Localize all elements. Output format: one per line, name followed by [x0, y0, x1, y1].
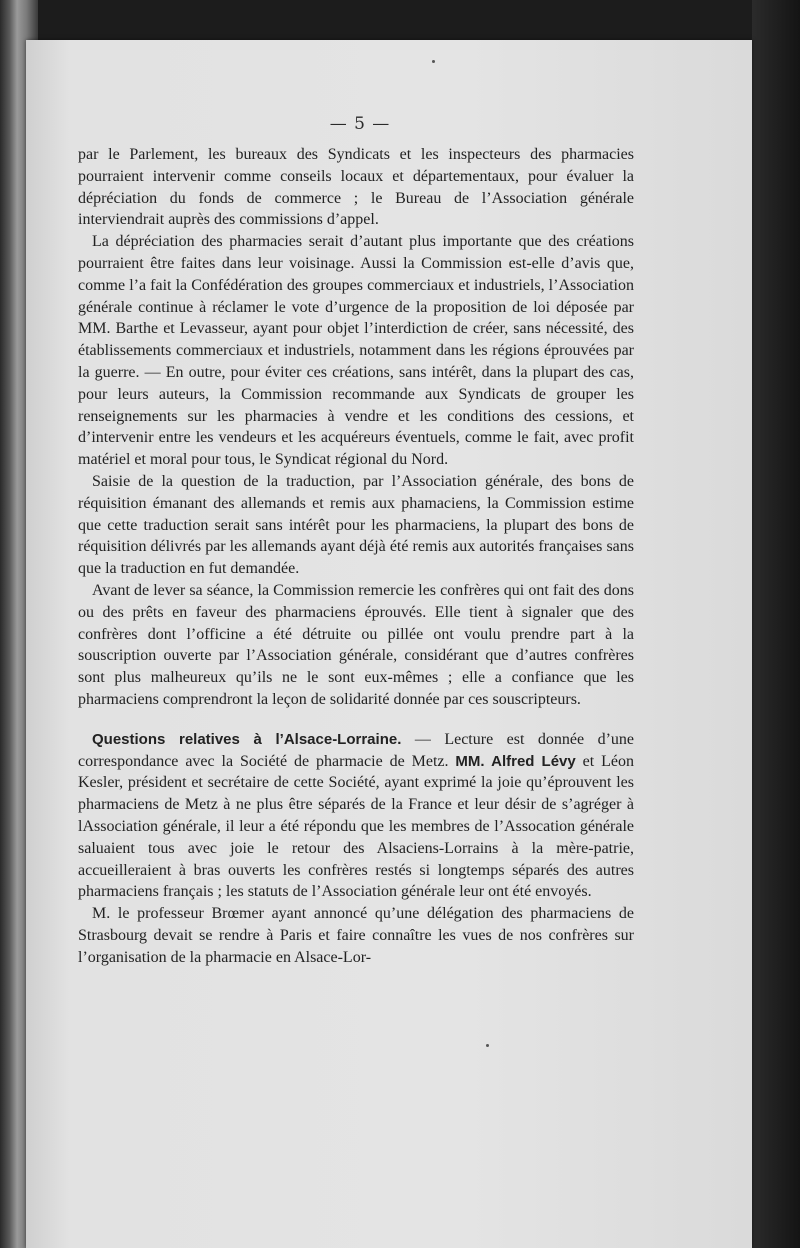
page-number: — 5 — [329, 114, 391, 134]
scan-speck [486, 1044, 489, 1047]
paragraph-5-text-a: — Lecture est donnée d’une correspondance avec la Société de pharmacie de Metz. [78, 730, 634, 770]
scan-speck [432, 60, 435, 63]
paragraph-2: La dépréciation des pharmacies serait d’autant plus importante que des créations pourraient être faites dans leur voisinage. Aussi la Commission est-elle d’avis que, comme l’a fait la Confédération des groupes commerciaux et industriels, l’Association générale continue à réclamer le vote d’urgence de la proposition de loi déposée par MM. Barthe et Levasseur, ayant pour objet l’interdiction de créer, sans nécessité, des établissements commerciaux et industriels, notamment dans les régions éprouvées par la guerre. — En outre, pour éviter ces créations, sans intérêt, dans la plupart des cas, pour leurs auteurs, la Commission recommande aux Syndicats de grouper les renseignements sur les pharmacies à vendre et les conditions des cessions, et d’intervenir entre les vendeurs et les acquéreurs éventuels, comme le fait, avec profit matériel et moral pour tous, le Syndicat régional du Nord. [78, 233, 634, 469]
paragraph-3: Saisie de la question de la traduction, par l’Association générale, des bons de réquisition émanant des allemands et remis aux phamaciens, la Commission estime que cette traduction serait sans intérêt pour les pharmaciens, la plupart des bons de réquisition délivrés par les allemands ayant déjà été remis aux autorités françaises sans que la traduction en fut demandée. [78, 472, 634, 578]
scan-background [752, 0, 800, 1248]
paragraph-6: M. le professeur Brœmer ayant annoncé qu’une délégation des pharmaciens de Strasbourg devait se rendre à Paris et faire connaître les vues de nos confrères sur l’organisation de la pharmacie en Alsace-Lor- [78, 905, 634, 966]
body-text [78, 144, 634, 968]
paragraph-5 [78, 729, 634, 903]
paragraph-1: par le Parlement, les bureaux des Syndicats et les inspecteurs des pharmacies pourraient intervenir comme conseils locaux et départementaux, pour évaluer la dépréciation du fonds de commerce ; le Bureau de l’Association générale interviendrait auprès des commissions d’appel. [78, 146, 634, 229]
section-title: Questions relatives à l’Alsace-Lorraine. [92, 730, 402, 748]
paragraph-4: Avant de lever sa séance, la Commission remercie les confrères qui ont fait des dons ou des prêts en faveur des pharmaciens éprouvés. Elle tient à signaler que des confrères dont l’officine a été détruite ou pillée ont voulu prendre part à la souscription ouverte par l’Association générale, considérant que d’autres confrères sont plus malheureux qu’ils ne le sont eux-mêmes ; elle a confiance que les pharmaciens comprendront la leçon de solidarité donnée par ces souscripteurs. [78, 581, 634, 708]
paragraph-5-text-b: et Léon Kesler, président et secrétaire de cette Société, ayant exprimé la joie qu’éprouvent les pharmaciens de Metz à ne plus être séparés de la France et leur désir de s’agréger à lAssociation générale, il leur a été répondu que les membres de l’Assocation générale saluaient tous avec joie le retour des Alsaciens-Lorrains à la mère-patrie, accueilleraient à bras ouverts les confrères restés si longtemps séparés des autres pharmaciens français ; les statuts de l’Association générale leur ont été envoyés. [78, 752, 634, 901]
paragraph-5-names: MM. Alfred Lévy [455, 752, 576, 770]
section-gap [78, 711, 634, 729]
